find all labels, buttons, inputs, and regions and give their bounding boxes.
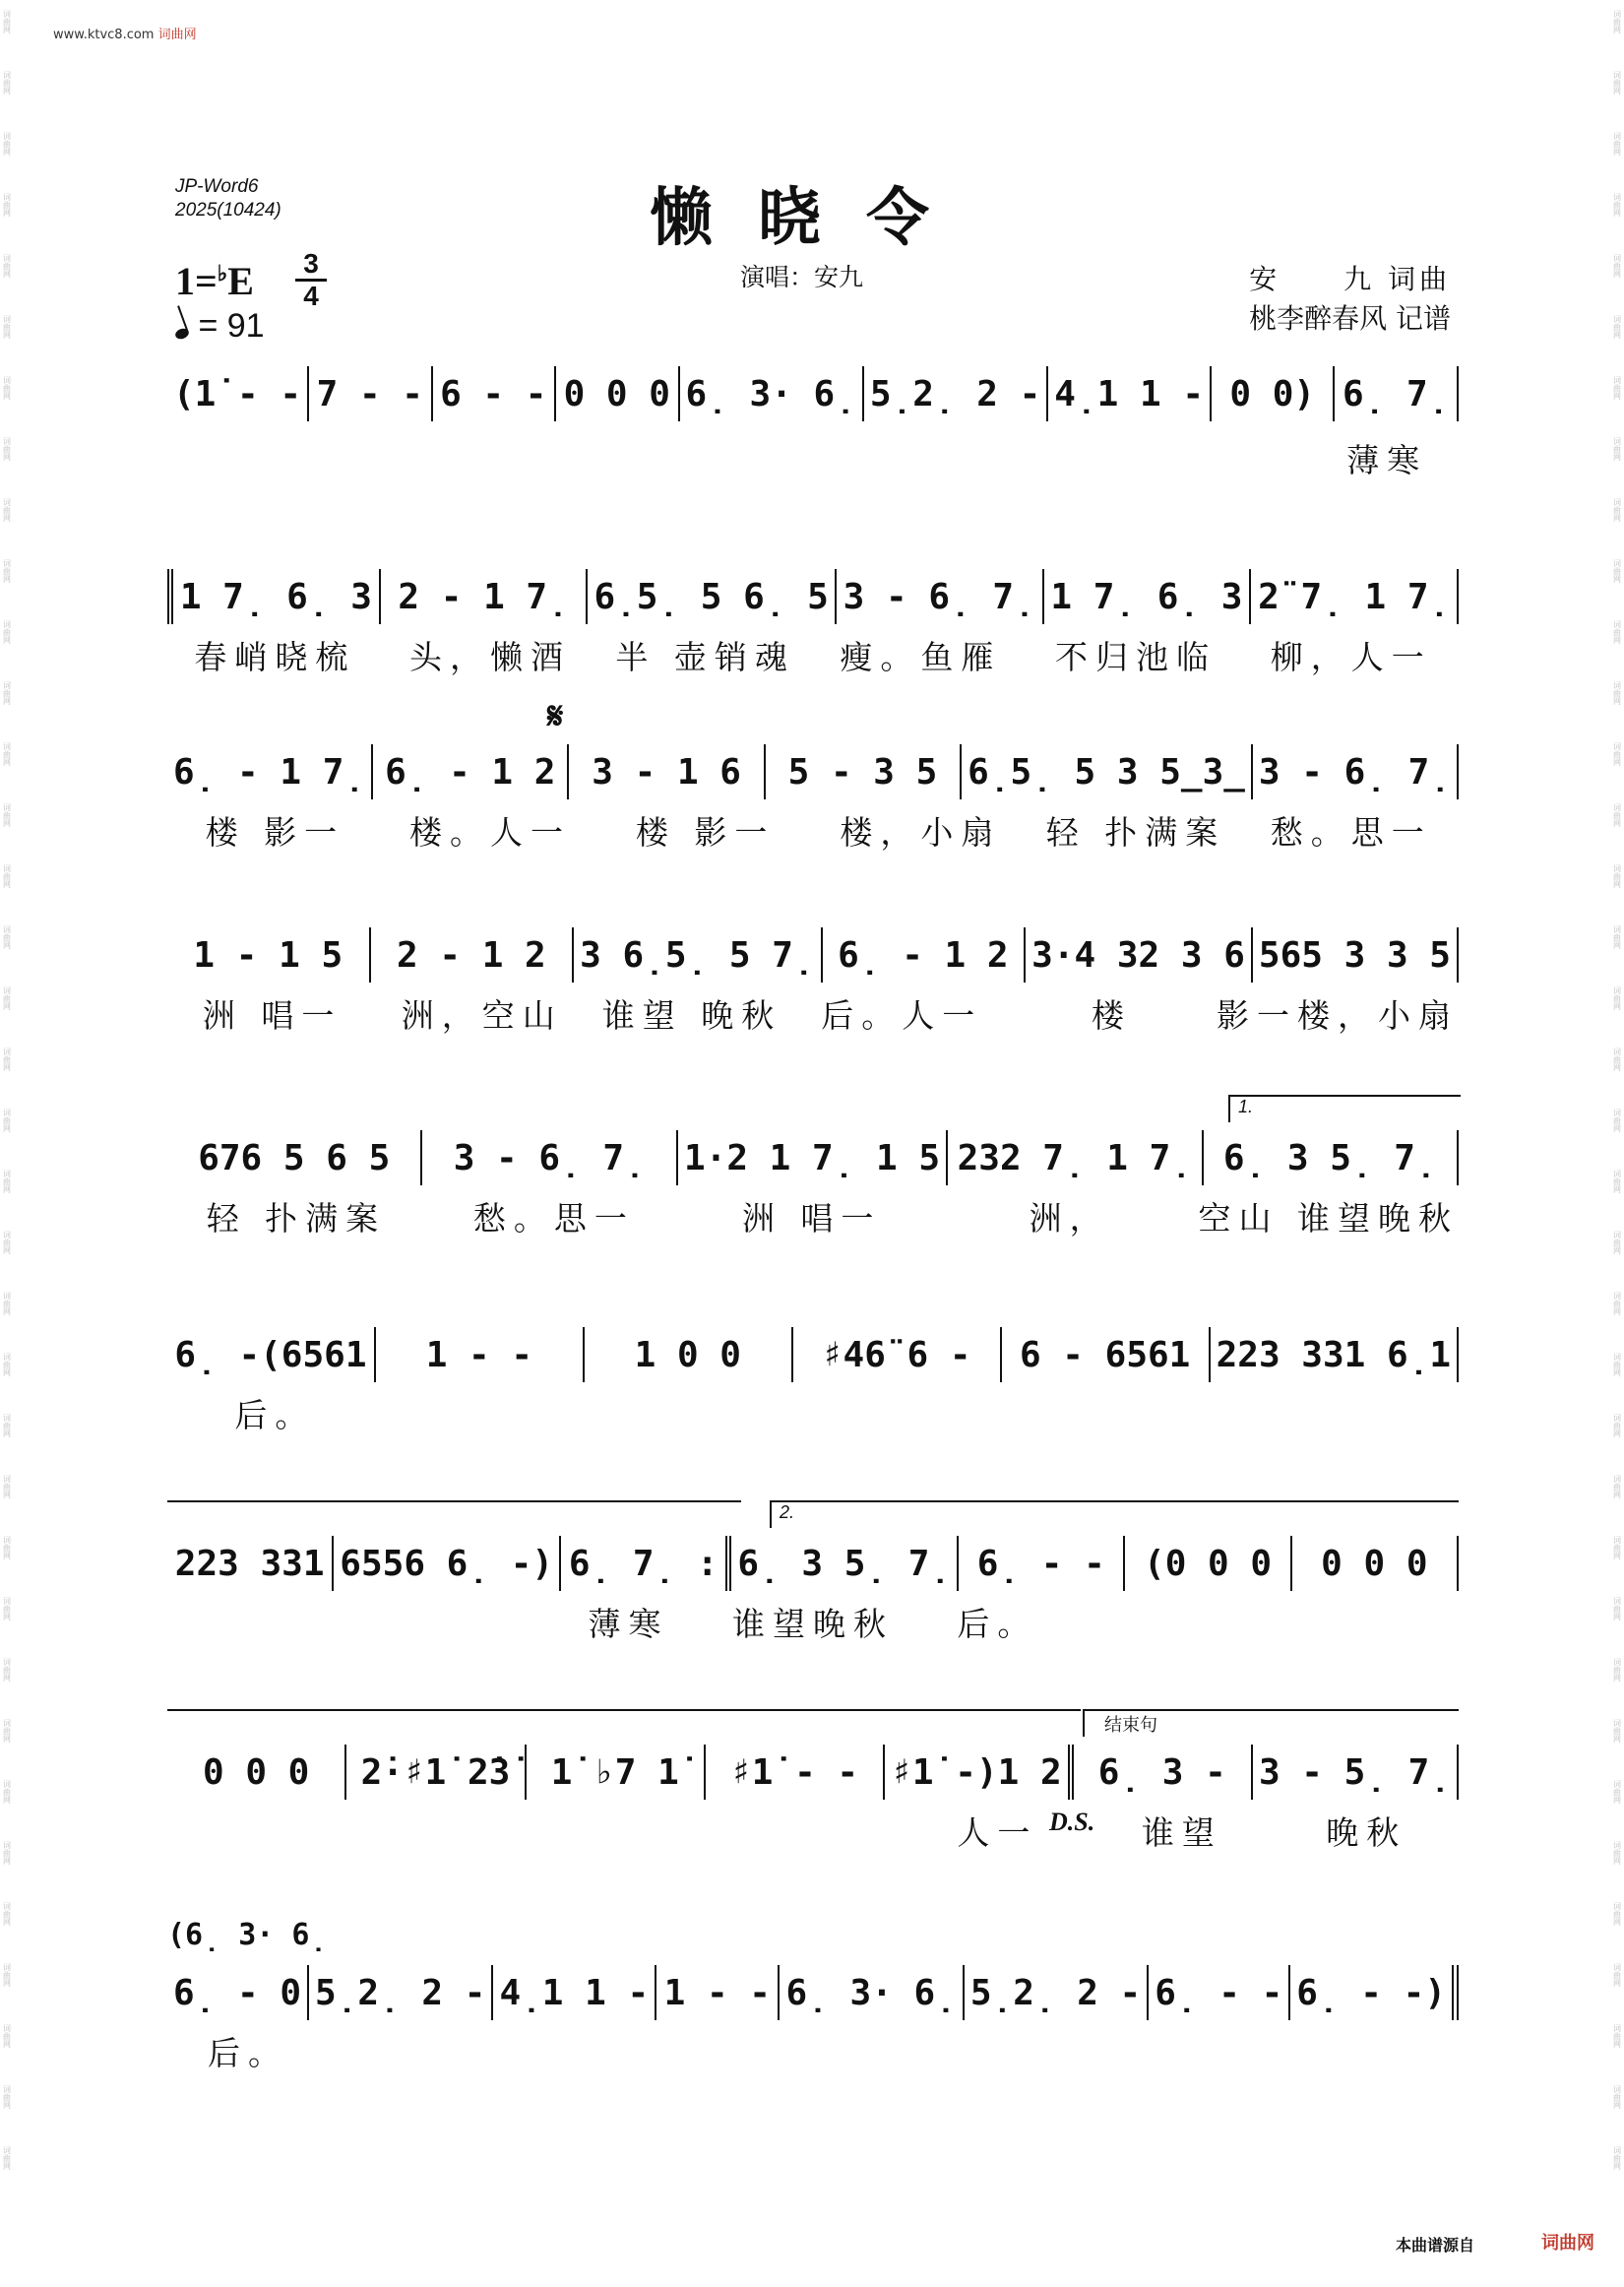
measure: 1 7̣ 6̣ 3 xyxy=(167,569,381,624)
page-title: 懒晓令 xyxy=(650,182,974,255)
left-watermark-strip: 词曲网 词曲网 词曲网 词曲网 词曲网 词曲网 词曲网 词曲网 词曲网 词曲网 词曲网 词曲网 词曲网 词曲网 词曲网 词曲网 词曲网 词曲网 词曲网 词曲网 词曲网 词曲网 词曲网 词曲网 词曲网 词曲网 词曲网 词曲网 词曲网 词曲网 词曲网 词曲网 词曲网 词曲网 词曲网 词曲网 xyxy=(2,10,12,2170)
lyric: 谁望晚秋 xyxy=(731,1605,894,1643)
lyric: 谁望 晚秋 xyxy=(601,996,782,1035)
meter-top: 3 xyxy=(303,248,319,279)
measure: 6̣ - 0 xyxy=(167,1965,309,2020)
measure: 6̣ 3 5̣ 7̣ xyxy=(1204,1130,1459,1185)
lyric: 春峭晓梳 xyxy=(194,638,356,676)
measure: 6̣ 7̣ xyxy=(1335,366,1458,421)
measure: 6̣ - -) xyxy=(1290,1965,1459,2020)
alternate-start: (6̣ 3· 6̣ xyxy=(167,1918,328,1952)
lyric: 谁望 xyxy=(1141,1813,1222,1852)
score-row-8 xyxy=(167,1715,1459,1873)
measure: 3 6̣5̣ 5 7̣ xyxy=(574,927,822,983)
lyrics-line xyxy=(167,807,1459,854)
measure: 1 - - xyxy=(376,1327,585,1382)
lyric: 洲 唱一 xyxy=(741,1199,882,1238)
notes-line xyxy=(167,927,1459,983)
measure: 3 - 6̣ 7̣ xyxy=(422,1130,677,1185)
measure: 6̣ 3 5̣ 7̣ xyxy=(731,1536,959,1591)
lyric: 晚秋 xyxy=(1326,1813,1407,1852)
measure: 6̣ - 1 2 xyxy=(823,927,1027,983)
ending-bracket xyxy=(1083,1709,1459,1737)
lyric: 楼，小扇 xyxy=(840,813,1002,852)
measure: 6̣ - 1 7̣ xyxy=(167,744,373,799)
lyric: 楼 xyxy=(1091,996,1132,1035)
measure: (1̇ - - xyxy=(167,366,309,421)
score-row-3 xyxy=(167,744,1459,872)
key-signature xyxy=(175,258,254,304)
volta-2: 2. xyxy=(770,1500,1459,1528)
composer-credit: 安 九 词曲 xyxy=(1249,263,1451,295)
ds-mark: D.S. xyxy=(1049,1808,1095,1836)
lyric: 楼 影一 xyxy=(635,813,776,852)
lyric: 薄寒 xyxy=(1346,441,1428,479)
measure: 5̣2̣ 2 - xyxy=(309,1965,493,2020)
lyrics-line xyxy=(167,2028,1459,2074)
footer-source: 本曲谱源自 xyxy=(1396,2236,1475,2255)
measure: 4̣1 1 - xyxy=(1048,366,1212,421)
notes-line xyxy=(167,744,1459,799)
measure: 6̣5̣ 5 3 5̲3̲ xyxy=(962,744,1253,799)
measure: 6̣ 3· 6̣ xyxy=(780,1965,964,2020)
notes-line xyxy=(167,366,1459,421)
lyric: 愁。思一 xyxy=(1270,813,1432,852)
measure: 1̇ ♭7 1̇ xyxy=(527,1745,706,1800)
notes-line xyxy=(167,1536,1459,1591)
quarter-note-icon xyxy=(174,327,191,341)
lyrics-line xyxy=(167,1390,1459,1436)
measure: 223 331 6̣1 xyxy=(1211,1327,1459,1382)
measure: (0 0 0 xyxy=(1125,1536,1291,1591)
lyric: 愁。思一 xyxy=(472,1199,635,1238)
segno-icon: 𝄋 xyxy=(547,693,564,737)
volta-2-continued xyxy=(167,1709,1081,1737)
measure: 6̣ - 1 2 xyxy=(373,744,569,799)
measure: 0 0 0 xyxy=(556,366,679,421)
score-row-2 xyxy=(167,569,1459,697)
measure: 1 - 1 5 xyxy=(167,927,371,983)
lyric: 影一楼，小扇 xyxy=(1217,996,1460,1035)
lyric: 空山 谁望晚秋 xyxy=(1198,1199,1459,1238)
measure: 0 0 0 xyxy=(1292,1536,1459,1591)
notes-line xyxy=(167,1745,1459,1800)
score-row-7 xyxy=(167,1502,1459,1664)
measure: 3·4 32 3 6 xyxy=(1026,927,1253,983)
lyric: 洲，空山 xyxy=(401,996,563,1035)
measure: 7 - - xyxy=(309,366,432,421)
key-prefix: 1= xyxy=(175,259,218,303)
measure: 6̣ 3· 6̣ xyxy=(680,366,864,421)
lyric: 后。 xyxy=(208,2034,288,2072)
software-name: JP-Word6 xyxy=(175,176,259,197)
flat-icon: ♭ xyxy=(217,261,228,286)
tempo-value: = 91 xyxy=(198,307,265,345)
lyric: 楼 影一 xyxy=(205,813,345,852)
measure: 2 - 1 7̣ xyxy=(381,569,589,624)
measure: 3 - 6̣ 7̣ xyxy=(1253,744,1459,799)
measure: ♯1̇ - - xyxy=(706,1745,885,1800)
meter-bottom: 4 xyxy=(303,281,319,311)
score-row-4 xyxy=(167,927,1459,1055)
score-row-6 xyxy=(167,1327,1459,1455)
measure: ♯1̇ -)1 2 xyxy=(885,1745,1073,1800)
measure: 6556 6̣ -) xyxy=(334,1536,561,1591)
lyric: 轻 扑满案 xyxy=(206,1199,387,1238)
notes-line xyxy=(167,1130,1459,1185)
lyric: 后。 xyxy=(234,1396,316,1434)
measure: 6 - - xyxy=(433,366,556,421)
measure: 6̣ - - xyxy=(1149,1965,1290,2020)
notes-line xyxy=(167,1327,1459,1382)
lyrics-line xyxy=(167,1599,1459,1645)
lyric: 头，懒酒 xyxy=(409,638,571,676)
lyrics-line xyxy=(167,632,1459,678)
lyric: 后。人一 xyxy=(821,996,983,1035)
measure: 6̣ - - xyxy=(959,1536,1125,1591)
right-watermark-strip: 词曲网 词曲网 词曲网 词曲网 词曲网 词曲网 词曲网 词曲网 词曲网 词曲网 词曲网 词曲网 词曲网 词曲网 词曲网 词曲网 词曲网 词曲网 词曲网 词曲网 词曲网 词曲网 词曲网 词曲网 词曲网 词曲网 词曲网 词曲网 词曲网 词曲网 词曲网 词曲网 词曲网 词曲网 词曲网 词曲网 xyxy=(1612,10,1622,2170)
lyric: 柳，人一 xyxy=(1270,638,1432,676)
lyric: 楼。人一 xyxy=(409,813,571,852)
measure: 5̣2̣ 2 - xyxy=(864,366,1048,421)
singer: 演唱：安九 xyxy=(740,263,864,291)
volta-1-continued xyxy=(167,1500,741,1528)
measure: 5̣2̣ 2 - xyxy=(965,1965,1149,2020)
key-name: E xyxy=(227,259,254,303)
transcriber-credit: 桃李醉春风 记谱 xyxy=(1249,302,1451,335)
measure: 1 - - xyxy=(656,1965,780,2020)
measure: 0 0) xyxy=(1212,366,1335,421)
measure: 3 - 1 6 xyxy=(569,744,765,799)
lyric: 轻 扑满案 xyxy=(1045,813,1226,852)
lyric: 不归池临 xyxy=(1055,638,1218,676)
site-url[interactable] xyxy=(53,24,197,42)
notes-line xyxy=(167,1965,1459,2020)
measure: 565 3 3 5 xyxy=(1253,927,1459,983)
measure: 2̇·♯1̇ 2̇3̇ xyxy=(346,1745,526,1800)
measure: 6̣5̣ 5 6̣ 5 xyxy=(588,569,836,624)
lyric: 薄寒 xyxy=(588,1605,669,1643)
time-signature xyxy=(295,250,327,310)
measure: 1 0 0 xyxy=(585,1327,793,1382)
measure: 676 5 6 5 xyxy=(167,1130,422,1185)
lyrics-line xyxy=(167,435,1459,481)
measure: 4̣1 1 - xyxy=(493,1965,656,2020)
measure: 223 331 xyxy=(167,1536,334,1591)
ending-label: 结束句 xyxy=(1104,1715,1157,1736)
lyric: 洲， xyxy=(1029,1199,1110,1238)
site-name-text: 词曲网 xyxy=(157,28,197,42)
measure: ♯46̈ 6 - xyxy=(793,1327,1002,1382)
lyric: 后。 xyxy=(957,1605,1038,1643)
measure: 6̣ -(6561 xyxy=(167,1327,376,1382)
lyrics-line xyxy=(167,1193,1459,1239)
measure: 3 - 5̣ 7̣ xyxy=(1253,1745,1459,1800)
measure: 5 - 3 5 xyxy=(766,744,962,799)
score-code: 2025(10424) xyxy=(175,200,281,221)
site-url-text[interactable]: www.ktvc8.com xyxy=(53,28,155,42)
measure: 2 - 1 2 xyxy=(371,927,575,983)
measure: 6 - 6561 xyxy=(1002,1327,1211,1382)
measure: 2̈ 7̣ 1 7̣ xyxy=(1251,569,1459,624)
measure: 6̣ 7̣ : xyxy=(561,1536,731,1591)
measure: 232 7̣ 1 7̣ xyxy=(948,1130,1203,1185)
measure: 1 7̣ 6̣ 3 xyxy=(1044,569,1252,624)
score-row-5 xyxy=(167,1097,1459,1258)
lyric: 瘦。鱼雁 xyxy=(840,638,1002,676)
tempo-marking xyxy=(175,307,265,346)
measure: 1·2 1 7̣ 1 5 xyxy=(678,1130,948,1185)
measure: 3 - 6̣ 7̣ xyxy=(837,569,1044,624)
footer-site-link[interactable]: 词曲网 xyxy=(1541,2233,1594,2254)
measure: 0 0 0 xyxy=(167,1745,346,1800)
lyrics-line xyxy=(167,990,1459,1037)
measure: 6̣ 3 - xyxy=(1074,1745,1253,1800)
notes-line xyxy=(167,569,1459,624)
lyric: 人一 xyxy=(957,1813,1038,1852)
score-row-1 xyxy=(167,366,1459,494)
lyrics-line xyxy=(167,1808,1459,1854)
lyric: 洲 唱一 xyxy=(202,996,343,1035)
score-row-9 xyxy=(167,1918,1459,2093)
lyric: 半 壶销魂 xyxy=(615,638,795,676)
volta-1: 1. xyxy=(1228,1095,1461,1122)
